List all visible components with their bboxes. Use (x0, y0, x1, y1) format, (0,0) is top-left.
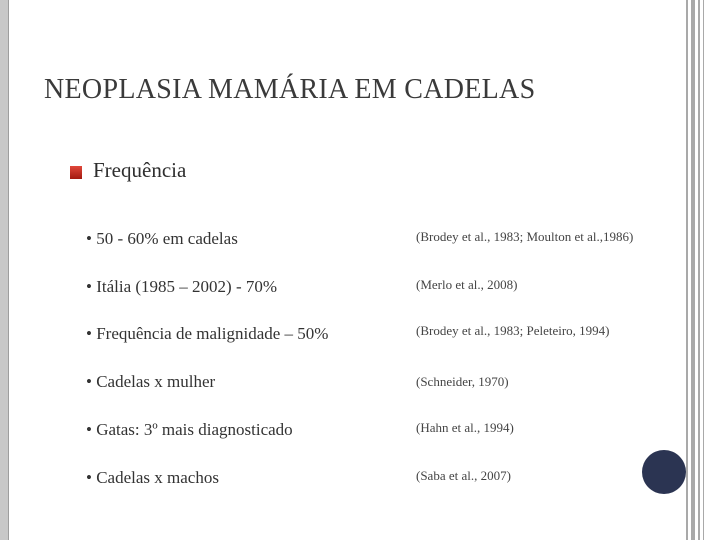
list-item (86, 229, 686, 257)
item-reference: (Brodey et al., 1983; Peleteiro, 1994) (416, 323, 610, 338)
section-heading: Frequência (93, 158, 187, 182)
item-text: • Cadelas x machos (86, 468, 219, 487)
list-item (86, 324, 686, 352)
item-text: • Frequência de malignidade – 50% (86, 324, 329, 343)
item-text: • Cadelas x mulher (86, 372, 216, 391)
list-item (86, 372, 686, 400)
list-item (86, 277, 686, 305)
item-text: • Gatas: 3º mais diagnosticado (86, 420, 293, 439)
item-text: • Itália (1985 – 2002) - 70% (86, 277, 278, 296)
slide-title: NEOPLASIA MAMÁRIA EM CADELAS (44, 74, 536, 105)
item-reference: (Schneider, 1970) (416, 374, 509, 389)
list-item (86, 468, 686, 496)
item-text: • 50 - 60% em cadelas (86, 229, 238, 248)
left-frame-bar (0, 0, 9, 540)
red-square-bullet-icon (70, 166, 82, 179)
right-frame-lines (686, 0, 720, 540)
item-reference: (Saba et al., 2007) (416, 468, 511, 483)
item-reference: (Hahn et al., 1994) (416, 420, 514, 435)
item-reference: (Brodey et al., 1983; Moulton et al.,1986) (416, 229, 634, 244)
item-reference: (Merlo et al., 2008) (416, 277, 518, 292)
circle-icon[interactable] (642, 450, 686, 494)
list-item (86, 420, 686, 448)
